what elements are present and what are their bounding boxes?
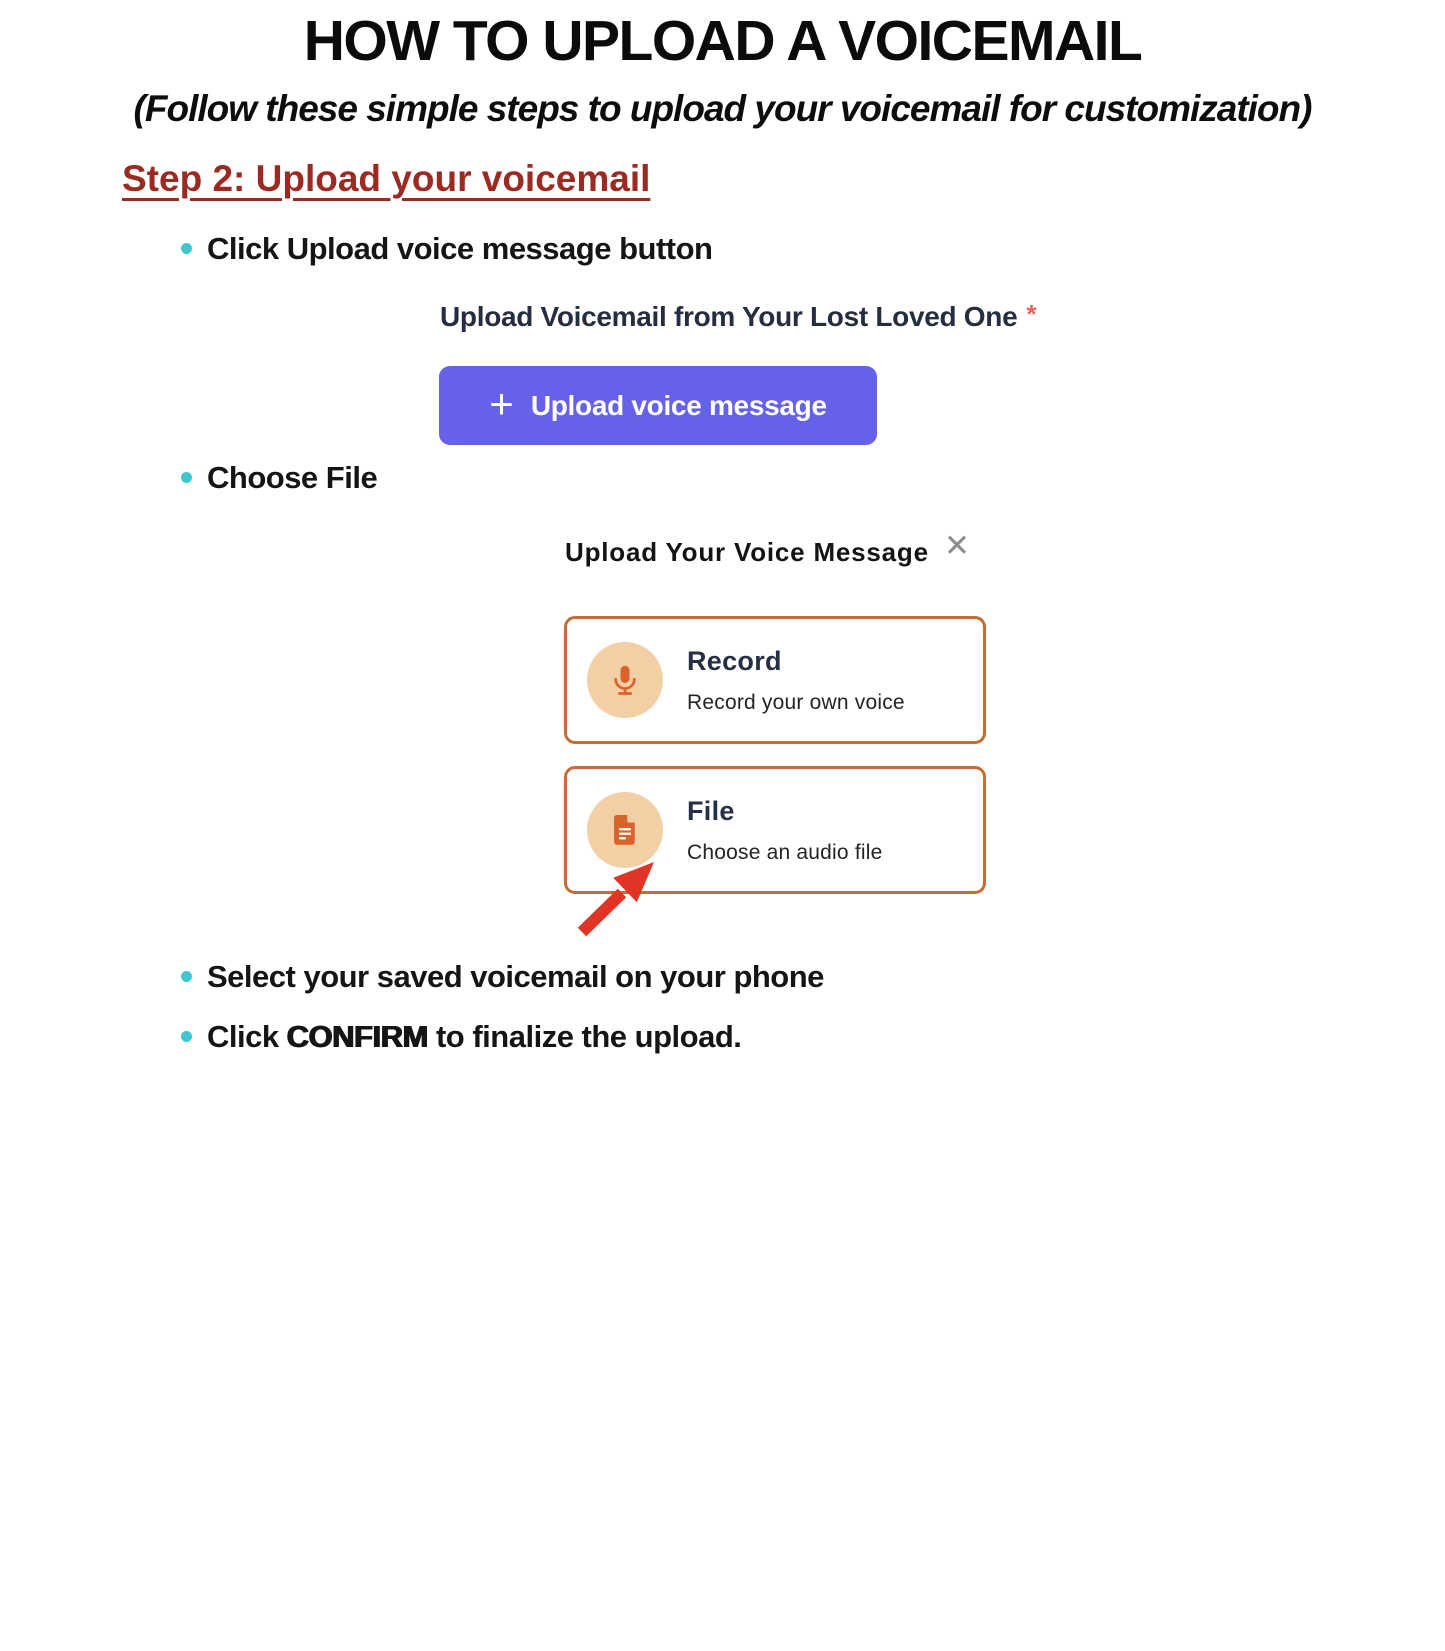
page-title: HOW TO UPLOAD A VOICEMAIL xyxy=(303,9,1142,73)
bullet-item-click-upload xyxy=(181,230,712,267)
plus-icon: + xyxy=(489,379,514,427)
bullet-text: Select your saved voicemail on your phone xyxy=(207,959,824,994)
confirm-keyword: CONFIRM xyxy=(286,1019,428,1054)
upload-form-label-text: Upload Voicemail from Your Lost Loved One xyxy=(440,301,1018,332)
bullet-text: Click Upload voice message button xyxy=(207,231,713,266)
upload-voice-message-button-label: Upload voice message xyxy=(530,389,827,421)
bullet-icon xyxy=(181,243,192,254)
upload-voice-message-button[interactable] xyxy=(439,366,877,445)
file-option-text xyxy=(687,796,882,865)
page-subtitle: (Follow these simple steps to upload your voicemail for customization) xyxy=(133,88,1312,129)
record-option-text xyxy=(687,646,905,715)
bullet-icon xyxy=(181,472,192,483)
confirm-text-pre: Click xyxy=(207,1019,287,1054)
bullet-text: Choose File xyxy=(207,460,378,495)
close-button[interactable] xyxy=(944,530,970,561)
confirm-text-post: to finalize the upload. xyxy=(427,1019,742,1054)
record-option-card[interactable] xyxy=(564,616,986,744)
file-option-subtitle: Choose an audio file xyxy=(687,840,883,864)
record-option-subtitle: Record your own voice xyxy=(687,690,905,714)
record-option-title: Record xyxy=(687,645,782,676)
bullet-item-choose-file xyxy=(181,459,377,496)
required-asterisk: * xyxy=(1026,299,1037,329)
bullet-icon xyxy=(181,1031,192,1042)
bullet-item-select-saved xyxy=(181,958,824,995)
close-icon: ✕ xyxy=(944,528,970,563)
file-option-title: File xyxy=(687,795,735,826)
step-heading: Step 2: Upload your voicemail xyxy=(122,158,651,199)
modal-title: Upload Your Voice Message xyxy=(565,537,929,567)
bullet-icon xyxy=(181,971,192,982)
file-option-card[interactable] xyxy=(564,766,986,894)
bullet-item-confirm xyxy=(181,1018,741,1055)
document-icon xyxy=(587,792,663,868)
microphone-icon xyxy=(587,642,663,718)
upload-form-label xyxy=(440,299,1036,333)
bullet-text xyxy=(207,1018,741,1055)
